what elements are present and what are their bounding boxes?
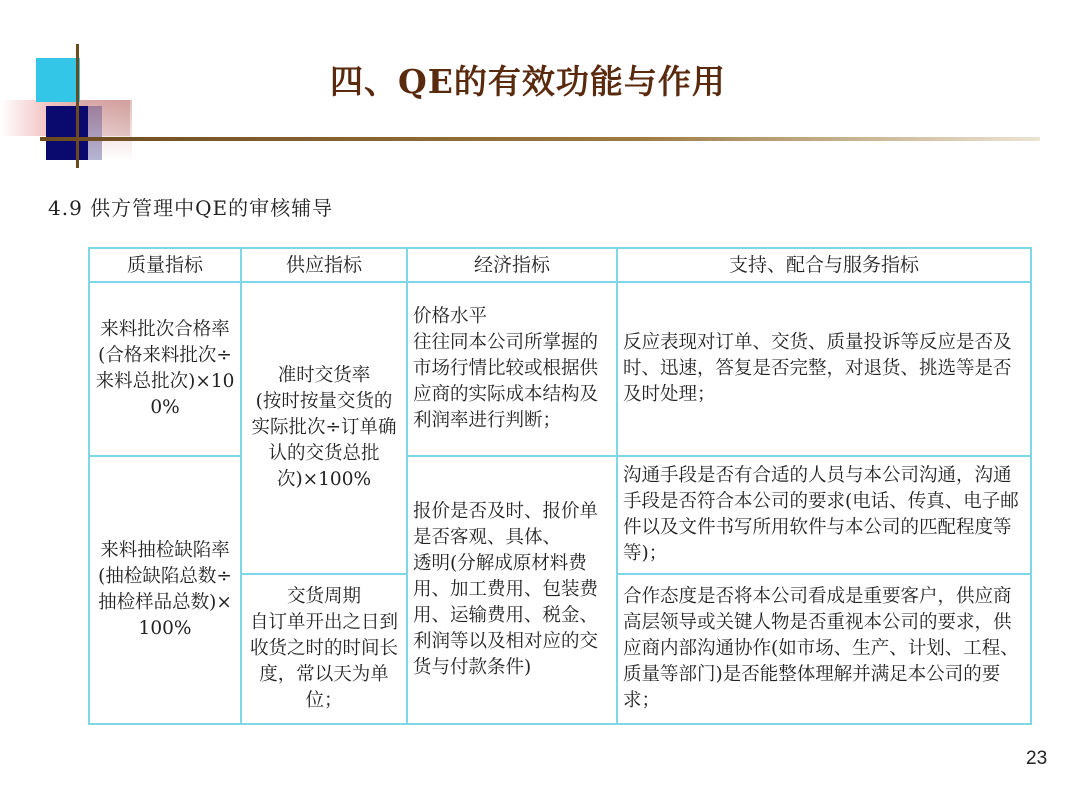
- page-number: 23: [1026, 748, 1048, 769]
- header-service: 支持、配合与服务指标: [617, 248, 1031, 282]
- header-decoration-horizontal-line: [40, 137, 1040, 141]
- cell-sampling-defect-rate: [89, 456, 241, 724]
- cell-on-time-delivery: [241, 282, 407, 574]
- price-level-text: 价格水平 往往同本公司所掌握的市场行情比较或根据供应商的实际成本结构及利润率进行判断；: [413, 306, 599, 431]
- communication-text: 沟通手段是否有合适的人员与本公司沟通，沟通手段是否符合本公司的要求(电话、传真、电子邮件以及文件书写所用软件与本公司的匹配程度等等)；: [623, 465, 1019, 564]
- header-quality: 质量指标: [89, 248, 241, 282]
- table-row: [89, 456, 1031, 574]
- header-economy: 经济指标: [407, 248, 617, 282]
- header-decoration-vertical-line: [76, 44, 79, 168]
- supplier-metrics-table: [88, 247, 1032, 725]
- slide-subtitle: 4.9 供方管理中QE的审核辅导: [48, 196, 334, 220]
- table-header-row: [89, 248, 1031, 282]
- on-time-delivery-text: 准时交货率 (按时按量交货的实际批次÷订单确认的交货总批 次)×100%: [251, 365, 397, 490]
- table-row: [89, 282, 1031, 456]
- sampling-defect-rate-text: 来料抽检缺陷率 (抽检缺陷总数÷抽检样品总数)×100%: [98, 540, 232, 639]
- cell-incoming-pass-rate: [89, 282, 241, 456]
- cell-delivery-cycle: [241, 574, 407, 724]
- cooperation-text: 合作态度是否将本公司看成是重要客户，供应商高层领导或关键人物是否重视本公司的要求，供应商内部沟通协作(如市场、生产、计划、工程、质量等部门)是否能整体理解并满足本公司的要求；: [623, 586, 1019, 711]
- quotation-text: 报价是否及时、报价单是否客观、具体、 透明(分解成原材料费用、加工费用、包装费用、运输费用、税金、利润等以及相对应的交货与付款条件): [413, 501, 599, 678]
- cell-quotation: [407, 456, 617, 724]
- cell-price-level: [407, 282, 617, 456]
- response-text: 反应表现对订单、交货、质量投诉等反应是否及时、迅速，答复是否完整，对退货、挑选等是否及时处理；: [623, 332, 1012, 405]
- slide-title: 四、QE的有效功能与作用: [330, 62, 726, 101]
- delivery-cycle-text: 交货周期 自订单开出之日到收货之时的时间长度，常以天为单位；: [249, 586, 398, 711]
- cell-cooperation: [617, 574, 1031, 724]
- incoming-pass-rate-text: 来料批次合格率 (合格来料批次÷来料总批次)×100%: [95, 319, 235, 418]
- header-decoration-fade-vertical: [88, 100, 132, 160]
- header-supply: 供应指标: [241, 248, 407, 282]
- cell-response: [617, 282, 1031, 456]
- cell-communication: [617, 456, 1031, 574]
- header-decoration-cyan-square: [36, 58, 80, 102]
